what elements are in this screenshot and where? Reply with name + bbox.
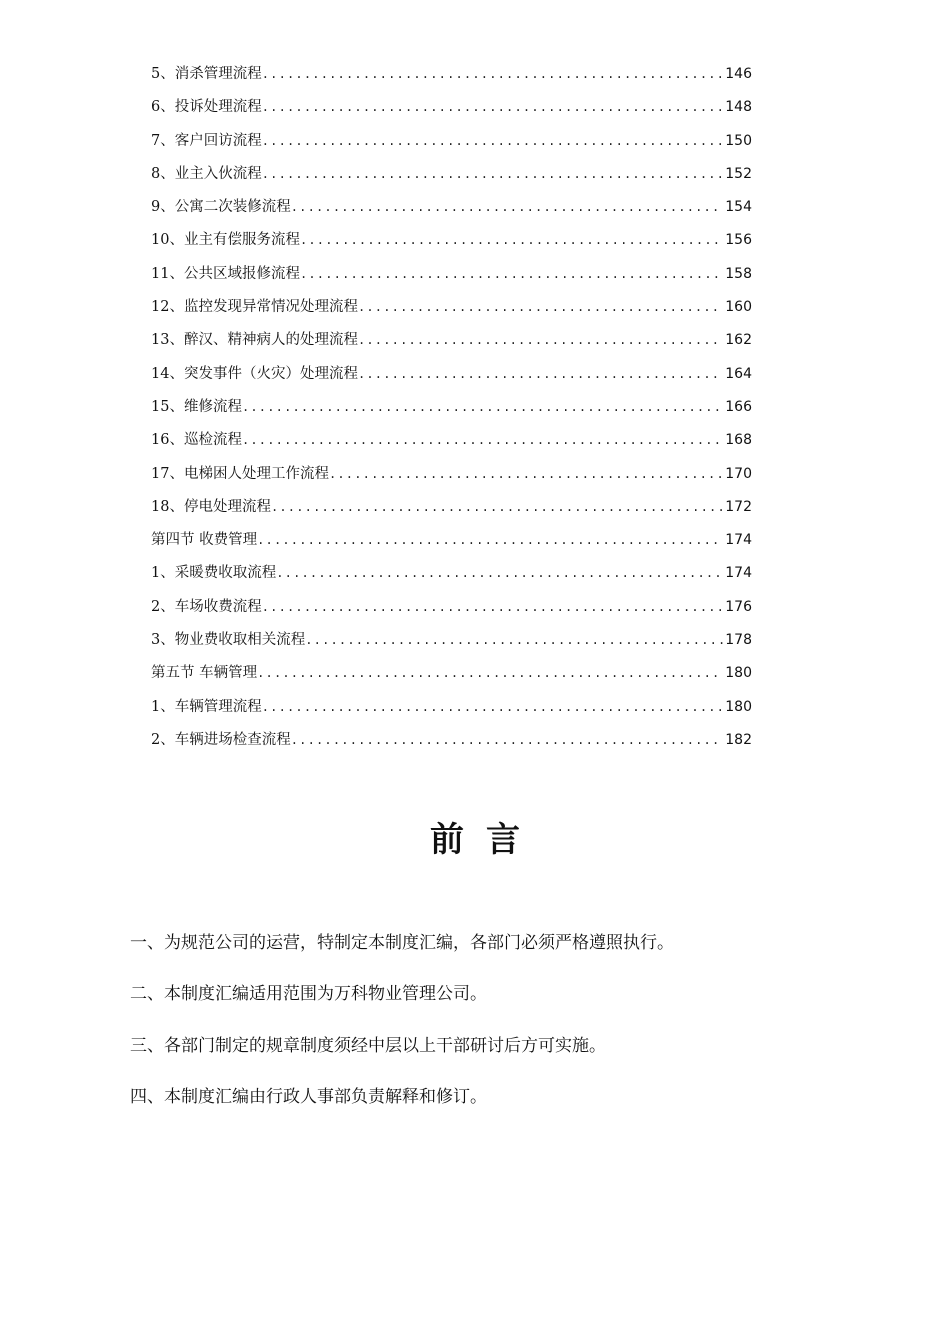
toc-section-entry[interactable] bbox=[151, 659, 752, 692]
toc-dot-leader bbox=[276, 559, 723, 587]
toc-entry-page: 152 bbox=[725, 165, 752, 182]
toc-dot-leader bbox=[262, 693, 724, 721]
toc-dot-leader bbox=[358, 293, 723, 321]
toc-entry-page: 158 bbox=[725, 265, 752, 282]
toc-entry-page: 174 bbox=[725, 532, 752, 549]
toc-entry-label: 6、投诉处理流程 bbox=[151, 99, 262, 116]
toc-entry[interactable] bbox=[151, 326, 752, 359]
toc-entry-page: 172 bbox=[725, 498, 752, 515]
toc-entry-page: 154 bbox=[725, 199, 752, 216]
toc-entry-label: 18、停电处理流程 bbox=[151, 498, 271, 515]
toc-entry-label: 14、突发事件（火灾）处理流程 bbox=[151, 365, 358, 382]
preface-body bbox=[130, 926, 830, 1131]
toc-entry-label: 8、业主入伙流程 bbox=[151, 165, 262, 182]
toc-entry-label: 1、采暖费收取流程 bbox=[151, 565, 277, 582]
toc-dot-leader bbox=[358, 326, 723, 354]
toc-entry-page: 156 bbox=[725, 232, 752, 249]
toc-entry-label: 1、车辆管理流程 bbox=[151, 698, 262, 715]
toc-entry[interactable] bbox=[151, 93, 752, 126]
toc-entry-label: 第四节 收费管理 bbox=[151, 532, 258, 549]
toc-dot-leader bbox=[262, 127, 724, 155]
toc-entry-label: 11、公共区域报修流程 bbox=[151, 265, 300, 282]
toc-entry[interactable] bbox=[151, 226, 752, 259]
table-of-contents bbox=[151, 60, 752, 759]
preface-item: 二、本制度汇编适用范围为万科物业管理公司。 bbox=[130, 984, 487, 1005]
toc-entry-page: 180 bbox=[725, 665, 752, 682]
toc-entry-page: 164 bbox=[725, 365, 752, 382]
toc-entry[interactable] bbox=[151, 493, 752, 526]
toc-entry-label: 16、巡检流程 bbox=[151, 432, 242, 449]
toc-entry[interactable] bbox=[151, 460, 752, 493]
toc-entry-page: 148 bbox=[725, 99, 752, 116]
preface-title: 前言 bbox=[430, 820, 542, 860]
toc-entry-label: 2、车辆进场检查流程 bbox=[151, 731, 291, 748]
toc-entry-page: 162 bbox=[725, 332, 752, 349]
toc-dot-leader bbox=[242, 393, 723, 421]
toc-entry-page: 174 bbox=[725, 565, 752, 582]
toc-entry-label: 7、客户回访流程 bbox=[151, 132, 262, 149]
preface-item: 四、本制度汇编由行政人事部负责解释和修订。 bbox=[130, 1086, 487, 1107]
toc-entry-page: 180 bbox=[725, 698, 752, 715]
toc-entry-page: 166 bbox=[725, 398, 752, 415]
toc-dot-leader bbox=[305, 626, 723, 654]
toc-entry[interactable] bbox=[151, 260, 752, 293]
toc-dot-leader bbox=[291, 193, 724, 221]
toc-dot-leader bbox=[262, 593, 724, 621]
toc-entry[interactable] bbox=[151, 426, 752, 459]
toc-dot-leader bbox=[300, 260, 723, 288]
toc-dot-leader bbox=[291, 726, 724, 754]
toc-dot-leader bbox=[262, 60, 724, 88]
toc-entry-page: 146 bbox=[725, 66, 752, 82]
toc-entry-page: 178 bbox=[725, 632, 752, 649]
toc-entry-page: 182 bbox=[725, 731, 752, 748]
toc-dot-leader bbox=[262, 93, 724, 121]
toc-dot-leader bbox=[257, 526, 723, 554]
toc-entry[interactable] bbox=[151, 593, 752, 626]
toc-entry-label: 5、消杀管理流程 bbox=[151, 66, 262, 82]
toc-dot-leader bbox=[242, 426, 723, 454]
toc-entry-label: 第五节 车辆管理 bbox=[151, 665, 258, 682]
toc-entry[interactable] bbox=[151, 393, 752, 426]
toc-entry-label: 3、物业费收取相关流程 bbox=[151, 632, 306, 649]
toc-entry-label: 13、醉汉、精神病人的处理流程 bbox=[151, 332, 358, 349]
toc-entry-label: 10、业主有偿服务流程 bbox=[151, 232, 300, 249]
toc-dot-leader bbox=[358, 360, 723, 388]
toc-dot-leader bbox=[262, 160, 724, 188]
toc-entry[interactable] bbox=[151, 193, 752, 226]
toc-entry[interactable] bbox=[151, 60, 752, 93]
toc-entry-label: 12、监控发现异常情况处理流程 bbox=[151, 299, 358, 316]
toc-entry[interactable] bbox=[151, 693, 752, 726]
toc-entry[interactable] bbox=[151, 360, 752, 393]
toc-entry[interactable] bbox=[151, 626, 752, 659]
toc-entry[interactable] bbox=[151, 160, 752, 193]
toc-entry-page: 150 bbox=[725, 132, 752, 149]
preface-item: 一、为规范公司的运营，特制定本制度汇编，各部门必须严格遵照执行。 bbox=[130, 933, 674, 953]
toc-entry-label: 17、电梯困人处理工作流程 bbox=[151, 465, 329, 482]
toc-entry-label: 2、车场收费流程 bbox=[151, 598, 262, 615]
toc-dot-leader bbox=[271, 493, 723, 521]
toc-dot-leader bbox=[257, 659, 723, 687]
toc-dot-leader bbox=[300, 226, 723, 254]
toc-dot-leader bbox=[329, 460, 723, 488]
toc-entry-page: 160 bbox=[725, 299, 752, 316]
toc-entry-label: 15、维修流程 bbox=[151, 398, 242, 415]
toc-entry[interactable] bbox=[151, 127, 752, 160]
toc-entry-page: 176 bbox=[725, 598, 752, 615]
toc-entry-page: 170 bbox=[725, 465, 752, 482]
toc-entry[interactable] bbox=[151, 726, 752, 759]
toc-entry-label: 9、公寓二次装修流程 bbox=[151, 199, 291, 216]
toc-section-entry[interactable] bbox=[151, 526, 752, 559]
toc-entry-page: 168 bbox=[725, 432, 752, 449]
toc-entry[interactable] bbox=[151, 559, 752, 592]
toc-entry[interactable] bbox=[151, 293, 752, 326]
preface-item: 三、各部门制定的规章制度须经中层以上干部研讨后方可实施。 bbox=[130, 1035, 606, 1056]
